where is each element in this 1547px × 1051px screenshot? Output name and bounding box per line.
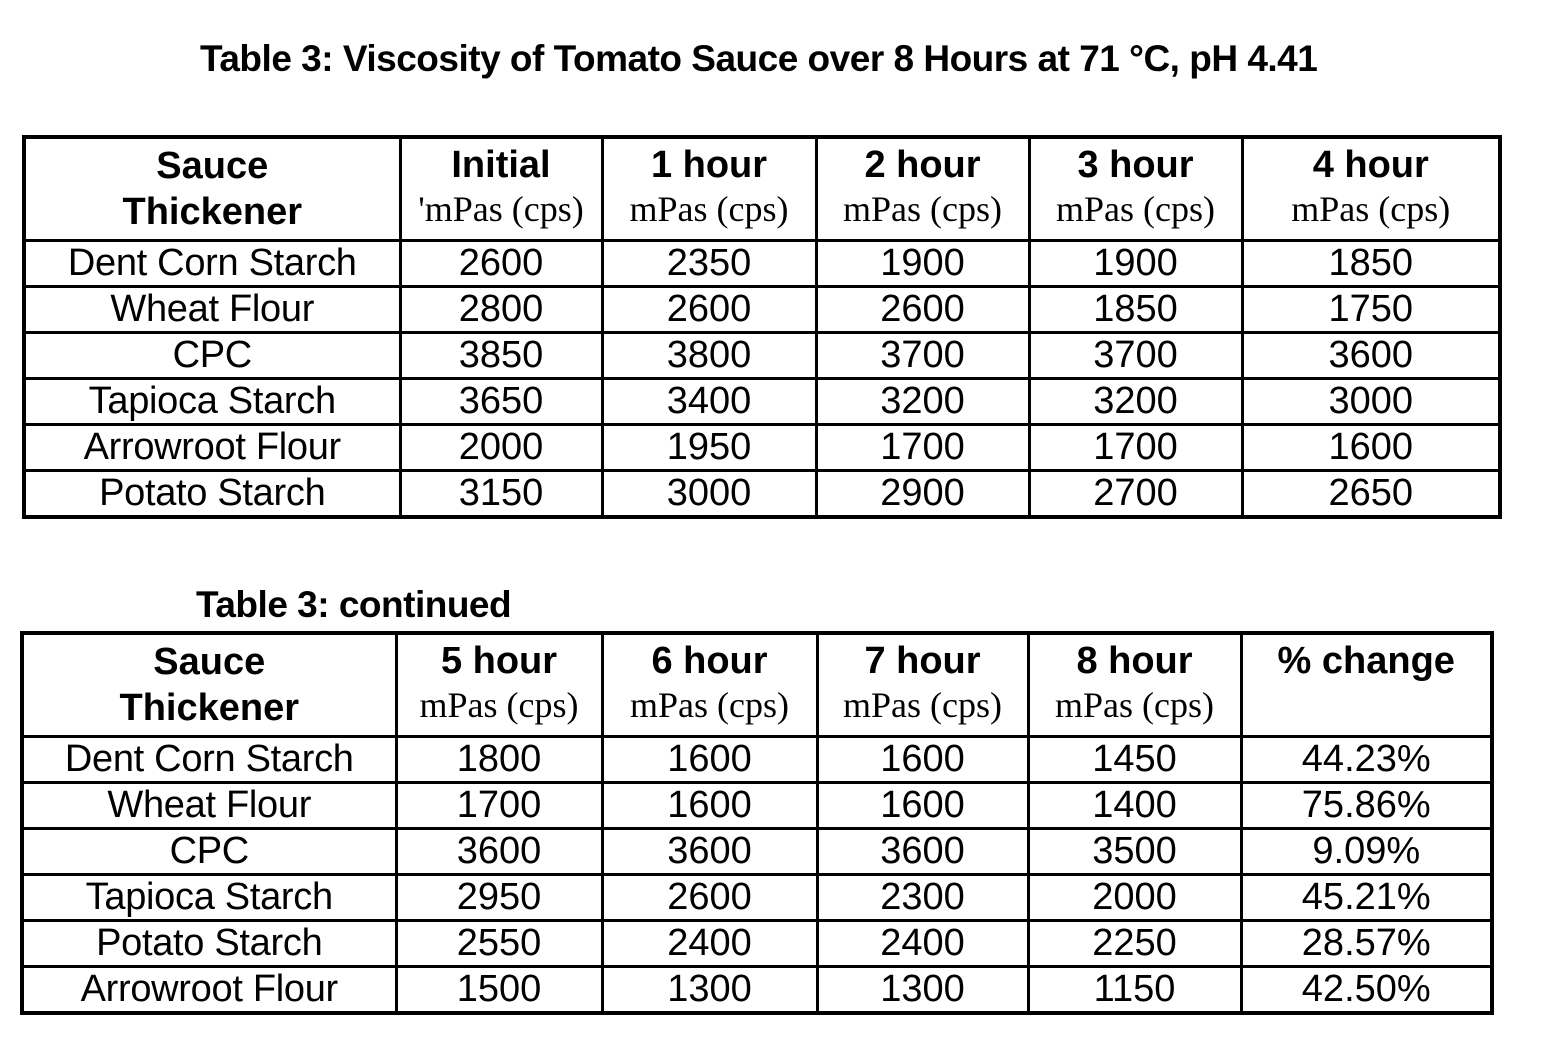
cell-value: 2700: [1029, 471, 1242, 518]
cell-value: 3200: [1029, 379, 1242, 425]
cell-value: 2600: [602, 287, 816, 333]
cell-value: 3700: [816, 333, 1029, 379]
cell-value: 1600: [1242, 425, 1500, 471]
cell-value: 3500: [1028, 829, 1241, 875]
cell-value: 3600: [817, 829, 1028, 875]
cell-percent-change: 9.09%: [1241, 829, 1492, 875]
cell-value: 3600: [396, 829, 602, 875]
cell-value: 2300: [817, 875, 1028, 921]
row-label: Wheat Flour: [24, 287, 400, 333]
row-label: CPC: [22, 829, 396, 875]
header-label-line2: Thickener: [119, 687, 300, 729]
table-row: [24, 379, 1500, 425]
cell-percent-change: 75.86%: [1241, 783, 1492, 829]
cell-value: 1450: [1028, 737, 1241, 783]
row-label: Dent Corn Starch: [22, 737, 396, 783]
row-label: Potato Starch: [22, 921, 396, 967]
header-sauce-thickener: [24, 137, 400, 241]
table-header-row: [22, 633, 1492, 737]
viscosity-table-hours-0-4: [22, 135, 1502, 519]
row-label: Arrowroot Flour: [24, 425, 400, 471]
cell-value: 2400: [602, 921, 817, 967]
cell-value: 3600: [1242, 333, 1500, 379]
cell-value: 1850: [1242, 241, 1500, 287]
row-label: Dent Corn Starch: [24, 241, 400, 287]
cell-value: 1150: [1028, 967, 1241, 1014]
row-label: Potato Starch: [24, 471, 400, 518]
cell-value: 2250: [1028, 921, 1241, 967]
header-col: 8 hour mPas (cps): [1028, 633, 1241, 737]
cell-value: 1600: [602, 737, 817, 783]
cell-value: 3650: [400, 379, 602, 425]
cell-value: 1600: [817, 737, 1028, 783]
cell-value: 1900: [1029, 241, 1242, 287]
table-row: [24, 471, 1500, 518]
row-label: Wheat Flour: [22, 783, 396, 829]
header-col: 7 hour mPas (cps): [817, 633, 1028, 737]
cell-value: 1950: [602, 425, 816, 471]
table-row: [22, 737, 1492, 783]
header-label-line1: Sauce: [156, 145, 269, 187]
table-row: [22, 875, 1492, 921]
cell-value: 2000: [400, 425, 602, 471]
table-row: [24, 287, 1500, 333]
table-row: [24, 241, 1500, 287]
row-label: Tapioca Starch: [24, 379, 400, 425]
cell-value: 3150: [400, 471, 602, 518]
cell-value: 1850: [1029, 287, 1242, 333]
row-label: Arrowroot Flour: [22, 967, 396, 1014]
row-label: Tapioca Starch: [22, 875, 396, 921]
cell-percent-change: 45.21%: [1241, 875, 1492, 921]
cell-percent-change: 42.50%: [1241, 967, 1492, 1014]
header-col: 5 hour mPas (cps): [396, 633, 602, 737]
table-row: [24, 333, 1500, 379]
header-col: 1 hour mPas (cps): [602, 137, 816, 241]
header-col: Initial 'mPas (cps): [400, 137, 602, 241]
cell-value: 1750: [1242, 287, 1500, 333]
header-label-line1: Sauce: [153, 641, 266, 683]
cell-value: 2800: [400, 287, 602, 333]
cell-value: 2600: [602, 875, 817, 921]
cell-value: 1400: [1028, 783, 1241, 829]
table-row: [22, 967, 1492, 1014]
cell-value: 1300: [602, 967, 817, 1014]
header-label-line2: Thickener: [122, 191, 303, 233]
cell-value: 2000: [1028, 875, 1241, 921]
cell-percent-change: 44.23%: [1241, 737, 1492, 783]
cell-value: 2550: [396, 921, 602, 967]
cell-value: 1500: [396, 967, 602, 1014]
cell-value: 3800: [602, 333, 816, 379]
header-col: 2 hour mPas (cps): [816, 137, 1029, 241]
cell-value: 2400: [817, 921, 1028, 967]
table-header-row: [24, 137, 1500, 241]
header-col: 4 hour mPas (cps): [1242, 137, 1500, 241]
cell-value: 1600: [817, 783, 1028, 829]
header-col: 3 hour mPas (cps): [1029, 137, 1242, 241]
cell-value: 3000: [602, 471, 816, 518]
table-row: [22, 783, 1492, 829]
cell-value: 2600: [400, 241, 602, 287]
header-col: 6 hour mPas (cps): [602, 633, 817, 737]
cell-value: 1700: [396, 783, 602, 829]
cell-value: 3200: [816, 379, 1029, 425]
cell-value: 3700: [1029, 333, 1242, 379]
cell-value: 2350: [602, 241, 816, 287]
cell-value: 2950: [396, 875, 602, 921]
header-sauce-thickener: [22, 633, 396, 737]
cell-value: 1600: [602, 783, 817, 829]
cell-value: 1700: [816, 425, 1029, 471]
header-col-percent-change: % change: [1241, 633, 1492, 737]
cell-value: 3850: [400, 333, 602, 379]
table-row: [24, 425, 1500, 471]
table-title: Table 3: Viscosity of Tomato Sauce over 8 Hours at 71 °C, pH 4.41: [200, 38, 1318, 79]
cell-value: 3000: [1242, 379, 1500, 425]
cell-value: 2650: [1242, 471, 1500, 518]
table-row: [22, 829, 1492, 875]
cell-value: 1900: [816, 241, 1029, 287]
cell-value: 1700: [1029, 425, 1242, 471]
viscosity-table-hours-5-8: [20, 631, 1494, 1015]
cell-value: 3600: [602, 829, 817, 875]
table-row: [22, 921, 1492, 967]
continued-title: Table 3: continued: [196, 584, 512, 625]
row-label: CPC: [24, 333, 400, 379]
cell-value: 1800: [396, 737, 602, 783]
cell-percent-change: 28.57%: [1241, 921, 1492, 967]
cell-value: 2900: [816, 471, 1029, 518]
cell-value: 1300: [817, 967, 1028, 1014]
cell-value: 3400: [602, 379, 816, 425]
cell-value: 2600: [816, 287, 1029, 333]
